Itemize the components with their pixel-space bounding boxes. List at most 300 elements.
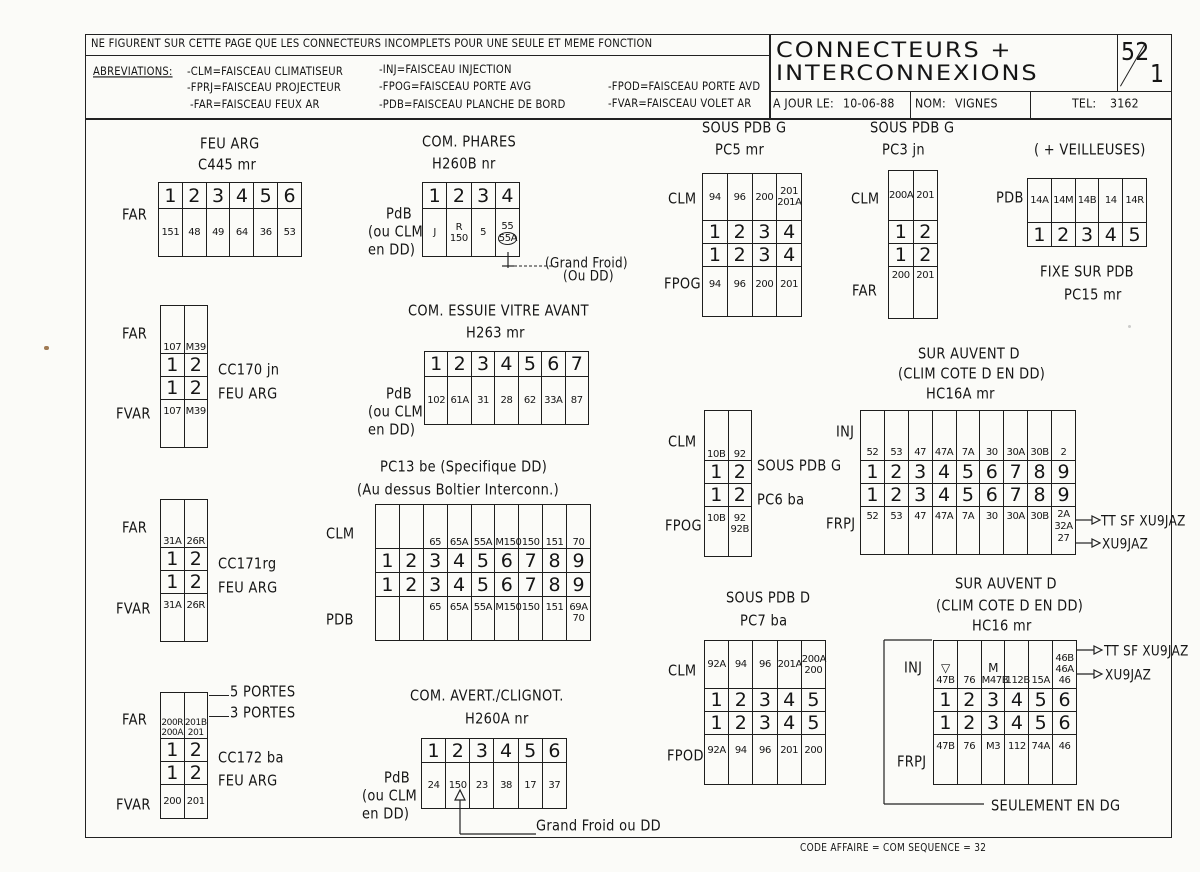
pin: 3: [423, 573, 447, 597]
wire: 47B: [934, 735, 958, 785]
wire: 55: [501, 220, 514, 232]
wire: [376, 505, 400, 549]
phares-ref: H260B nr: [432, 156, 496, 174]
wire: 200A: [161, 728, 184, 738]
wire: M150: [495, 505, 519, 549]
wire: 96: [727, 267, 752, 317]
pin: 2: [727, 221, 752, 244]
pin: 4: [447, 573, 471, 597]
essuie-ou-clm: (ou CLM: [368, 404, 424, 422]
wire: 30A: [1004, 411, 1028, 461]
pin: 5: [1029, 689, 1053, 712]
cc172-far-label: FAR: [122, 712, 148, 730]
page-number-box-left: [1117, 34, 1118, 91]
pin: 3: [981, 712, 1005, 735]
abbr-fpog: -FPOG=FAISCEAU PORTE AVG: [379, 81, 532, 94]
pin: 1: [934, 689, 958, 712]
pin: 2: [729, 689, 753, 712]
wire: 31A: [161, 500, 185, 548]
pin: 2: [399, 573, 423, 597]
info-divider-2: [1030, 91, 1031, 118]
phares-note: (Grand Froid): [545, 255, 628, 272]
wire: 150: [446, 763, 470, 809]
pin: 1: [376, 573, 400, 597]
pc6-fpog-label: FPOG: [665, 518, 702, 536]
wire: M39: [184, 306, 208, 354]
pin: 1: [161, 571, 185, 594]
hc16-title2: (CLIM COTE D EN DD): [936, 598, 1084, 616]
pin: 2: [729, 712, 753, 735]
wire: 112B: [1005, 641, 1029, 689]
pin: 8: [1028, 484, 1052, 507]
wire-stack: [728, 507, 752, 557]
wire: 112: [1005, 735, 1029, 785]
cc171-far-label: FAR: [122, 520, 148, 538]
pin: 2: [446, 739, 470, 763]
title-line-2: INTERCONNEXIONS: [776, 60, 1039, 86]
pc3-title: SOUS PDB G: [870, 120, 955, 138]
wire: 65: [423, 505, 447, 549]
pin: 4: [495, 183, 519, 209]
pin: 4: [777, 689, 801, 712]
footer-code: CODE AFFAIRE = COM SEQUENCE = 32: [800, 843, 987, 855]
pin: 1: [705, 484, 729, 507]
pin: 2: [184, 377, 208, 400]
pc3-clm-label: CLM: [851, 191, 880, 209]
pin: 2: [184, 548, 208, 571]
pin: 1: [861, 461, 885, 484]
pin: 5: [801, 712, 825, 735]
wire: 47: [908, 507, 932, 555]
pin: 1: [1028, 223, 1052, 247]
header-note: NE FIGURENT SUR CETTE PAGE QUE LES CONNECTEURS INCOMPLETS POUR UNE SEULE ET MEME FONCTION: [91, 38, 653, 51]
name-value: VIGNES: [955, 96, 998, 111]
phares-en-dd: en DD): [368, 242, 416, 260]
pin: 9: [567, 549, 591, 573]
date-label: A JOUR LE:: [773, 96, 834, 111]
cc172-note-3-portes: 3 PORTES: [230, 705, 296, 723]
pin: 2: [184, 762, 208, 785]
feu-arg-ref: C445 mr: [198, 157, 257, 175]
pin: 5: [1029, 712, 1053, 735]
pc13-pdb-label: PDB: [326, 612, 354, 630]
abbr-fpod: -FPOD=FAISCEAU PORTE AVD: [608, 81, 761, 94]
phares-pdb-label: PdB: [386, 206, 412, 224]
pin: 9: [1052, 461, 1076, 484]
pin: 6: [980, 461, 1004, 484]
cc170-ref: CC170 jn: [218, 362, 280, 380]
wire: 92: [733, 513, 746, 524]
connector-h263: [424, 351, 589, 425]
wire: 107: [161, 400, 185, 448]
header-divider: [85, 55, 769, 56]
cc171-fvar-label: FVAR: [116, 601, 151, 619]
pin: 2: [884, 461, 908, 484]
pin: 3: [471, 352, 494, 377]
wire: 52: [861, 507, 885, 555]
connector-h260b: [422, 182, 520, 257]
wire-stack: [161, 693, 185, 739]
pin: 3: [1075, 223, 1099, 247]
wire: 37: [542, 763, 566, 809]
abbr-far: -FAR=FAISCEAU FEUX AR: [190, 99, 320, 112]
wire-stack: [495, 209, 519, 257]
pin: 3: [908, 461, 932, 484]
wire: 61A: [448, 377, 471, 425]
pc3-ref: PC3 jn: [882, 142, 925, 160]
wire: 10B: [705, 411, 729, 461]
wire: 150: [519, 505, 543, 549]
wire: 201: [184, 785, 208, 819]
hc16-inj-label: INJ: [904, 660, 923, 678]
wire: R: [455, 221, 463, 233]
pin: 4: [1099, 223, 1123, 247]
pin: 2: [399, 549, 423, 573]
cc170-far-label: FAR: [122, 326, 148, 344]
wire: 14R: [1123, 179, 1147, 223]
avert-ref: H260A nr: [465, 711, 529, 729]
wire: 200: [804, 664, 823, 676]
pin: 1: [425, 352, 448, 377]
wire: 150: [519, 597, 543, 641]
pin: 2: [957, 689, 981, 712]
cc172-fvar-label: FVAR: [116, 797, 151, 815]
abbr-fvar: -FVAR=FAISCEAU VOLET AR: [608, 98, 752, 111]
wire: 14M: [1051, 179, 1075, 223]
essuie-pdb-label: PdB: [386, 386, 412, 404]
wire: 46B: [1055, 653, 1074, 664]
pin: 1: [889, 244, 914, 267]
pin: 7: [519, 549, 543, 573]
pin: 7: [1004, 461, 1028, 484]
wire: 94: [703, 174, 728, 221]
hc16a-ref: HC16A mr: [926, 386, 995, 404]
pin: 4: [777, 712, 801, 735]
pc15-sub1: FIXE SUR PDB: [1040, 264, 1134, 282]
wire: 92: [728, 411, 752, 461]
wire: 94: [703, 267, 728, 317]
pin: 4: [447, 549, 471, 573]
title-line-1: CONNECTEURS +: [776, 37, 1013, 63]
pin: 3: [752, 244, 777, 267]
hc16-note2: XU9JAZ: [1105, 667, 1152, 684]
pin: 1: [705, 461, 729, 484]
pin: 5: [956, 461, 980, 484]
wire: 64: [230, 209, 254, 257]
abbr-pdb: -PDB=FAISCEAU PLANCHE DE BORD: [379, 99, 566, 112]
wire: 70: [567, 505, 591, 549]
pin: 2: [184, 739, 208, 762]
wire: 201: [187, 728, 204, 738]
wire: 200: [752, 267, 777, 317]
pin: 1: [376, 549, 400, 573]
wire: 46A: [1055, 664, 1074, 675]
pc13-subtitle: (Au dessus Boltier Interconn.): [357, 482, 559, 500]
wire: 201A: [777, 641, 801, 689]
essuie-title: COM. ESSUIE VITRE AVANT: [408, 303, 589, 321]
cc171-name: FEU ARG: [218, 580, 278, 598]
wire: 201: [913, 171, 938, 221]
wire: 26R: [184, 594, 208, 642]
wire: 17: [518, 763, 542, 809]
wire: 33A: [542, 377, 565, 425]
hc16a-inj-label: INJ: [836, 424, 855, 442]
wire: [399, 597, 423, 641]
pin: 1: [161, 354, 185, 377]
wire: 28: [495, 377, 518, 425]
scan-speck: [1128, 325, 1131, 328]
wire: 31: [471, 377, 494, 425]
wire: 70: [572, 613, 585, 624]
pin: 4: [1005, 689, 1029, 712]
phares-ou-clm: (ou CLM: [368, 224, 424, 242]
wire: 2: [1052, 411, 1076, 461]
wire: 200A: [801, 653, 827, 665]
wire: M150: [495, 597, 519, 641]
wire: 55A: [471, 597, 495, 641]
abbr-clm: -CLM=FAISCEAU CLIMATISEUR: [187, 66, 343, 79]
pin: 6: [495, 549, 519, 573]
avert-note: Grand Froid ou DD: [536, 818, 661, 836]
wire: [376, 597, 400, 641]
pc6-clm-label: CLM: [668, 434, 697, 452]
cc172-ref: CC172 ba: [218, 750, 284, 768]
wire: 2A: [1057, 509, 1070, 520]
tel-label: TEL:: [1072, 96, 1097, 111]
pc5-ref: PC5 mr: [715, 142, 765, 160]
pin: 7: [565, 352, 588, 377]
wire: 200: [889, 267, 914, 319]
pc5-title: SOUS PDB G: [702, 120, 787, 138]
hc16a-title1: SUR AUVENT D: [918, 346, 1020, 364]
avert-leader: [450, 790, 540, 840]
pin: 2: [727, 244, 752, 267]
wire: 65A: [447, 597, 471, 641]
wire: 92A: [705, 735, 729, 785]
pc3-far-label: FAR: [852, 283, 878, 301]
pin: 5: [801, 689, 825, 712]
pin: 2: [1051, 223, 1075, 247]
pin: 2: [184, 354, 208, 377]
abbreviations-label: ABREVIATIONS:: [93, 66, 173, 79]
connector-c445: [158, 182, 302, 257]
wire-stack: [801, 641, 825, 689]
wire: 36: [254, 209, 278, 257]
pc7-fpod-label: FPOD: [667, 748, 704, 766]
pin: 1: [705, 689, 729, 712]
pin: 4: [494, 739, 518, 763]
pin: 3: [470, 739, 494, 763]
wire: 107: [161, 306, 185, 354]
pc15-title: ( + VEILLEUSES): [1034, 142, 1146, 160]
wire: 201: [913, 267, 938, 319]
pc13-clm-label: CLM: [326, 526, 355, 544]
hc16-note1: TT SF XU9JAZ: [1104, 643, 1189, 660]
date-value: 10-06-88: [843, 96, 895, 111]
wire: 92A: [705, 641, 729, 689]
pin: 4: [932, 484, 956, 507]
pin: 4: [495, 352, 518, 377]
header-info-line: [769, 91, 1172, 92]
wire: 96: [753, 735, 777, 785]
hc16-note3: SEULEMENT EN DG: [991, 798, 1121, 816]
wire: 151: [159, 209, 183, 257]
pin: 2: [447, 183, 471, 209]
hc16a-title2: (CLIM COTE D EN DD): [898, 366, 1046, 384]
wire: 76: [957, 735, 981, 785]
pin: 6: [495, 573, 519, 597]
wire: [399, 505, 423, 549]
wire: 10B: [705, 507, 729, 557]
pin: 1: [161, 739, 185, 762]
pc7-ref: PC7 ba: [740, 613, 788, 631]
wire-stack: [777, 174, 802, 221]
pin: 8: [543, 573, 567, 597]
wire: 201B: [184, 718, 207, 728]
connector-pc15: [1027, 178, 1147, 247]
pin: 8: [543, 549, 567, 573]
hc16a-note2: XU9JAZ: [1102, 536, 1149, 553]
pin: 4: [777, 244, 802, 267]
pin: 2: [913, 221, 938, 244]
wire: 201A: [777, 197, 802, 208]
wire: 74A: [1029, 735, 1053, 785]
connector-cc171: [160, 499, 208, 642]
wire: 94: [729, 735, 753, 785]
wire: 76: [957, 641, 981, 689]
leader-5-portes: [209, 695, 229, 696]
pin: 3: [752, 221, 777, 244]
connector-cc172: [160, 692, 208, 819]
hc16a-note1: TT SF XU9JAZ: [1101, 513, 1186, 530]
wire: 32A: [1054, 521, 1073, 532]
connector-pc7: [704, 640, 826, 785]
pin: 1: [889, 221, 914, 244]
wire: 201: [777, 735, 801, 785]
pin: 3: [908, 484, 932, 507]
wire: 62: [518, 377, 541, 425]
wire: 49: [206, 209, 230, 257]
wire: 46: [1058, 675, 1071, 686]
wire: 200A: [889, 171, 914, 221]
pin: 5: [518, 352, 541, 377]
wire: 7A: [956, 507, 980, 555]
wire: 27: [1057, 533, 1070, 544]
wire: 200: [161, 785, 185, 819]
pin: 1: [159, 183, 183, 209]
connector-pc13: [375, 504, 591, 641]
wire: 55A: [498, 232, 518, 244]
pc6-title: SOUS PDB G: [757, 458, 842, 476]
pin: 5: [1123, 223, 1147, 247]
wire: 200R: [161, 718, 184, 728]
wire: 201: [777, 267, 802, 317]
pin: 2: [182, 183, 206, 209]
pin: 4: [932, 461, 956, 484]
pc7-clm-label: CLM: [668, 663, 697, 681]
pin: 1: [934, 712, 958, 735]
pin: 3: [206, 183, 230, 209]
pin: 3: [753, 712, 777, 735]
phares-note-2: (Ou DD): [563, 268, 614, 285]
header-bottom-line: [85, 118, 1172, 120]
feu-arg-far-label: FAR: [122, 207, 148, 225]
pin: 1: [703, 244, 728, 267]
avert-title: COM. AVERT./CLIGNOT.: [410, 688, 564, 706]
pin: 8: [1028, 461, 1052, 484]
cc170-name: FEU ARG: [218, 386, 278, 404]
pc13-title: PC13 be (Specifique DD): [380, 459, 548, 477]
wire: 47A: [932, 411, 956, 461]
pin: 9: [1052, 484, 1076, 507]
wire: 14: [1099, 179, 1123, 223]
wire: 47A: [932, 507, 956, 555]
connector-pc6: [704, 410, 752, 557]
pc15-pdb-label: PDB: [996, 190, 1024, 208]
wire: 30: [980, 411, 1004, 461]
cc172-note-5-portes: 5 PORTES: [230, 684, 296, 702]
wire: M47B: [981, 675, 1009, 686]
abbr-fprj: -FPRJ=FAISCEAU PROJECTEUR: [187, 82, 342, 95]
wire-stack: [447, 209, 471, 257]
wire: 47: [908, 411, 932, 461]
wire: 53: [884, 411, 908, 461]
abbr-inj: -INJ=FAISCEAU INJECTION: [379, 64, 512, 77]
hc16-leaders: [884, 640, 1114, 810]
pc6-ref: PC6 ba: [757, 492, 805, 510]
pin: 4: [230, 183, 254, 209]
pin: 7: [1004, 484, 1028, 507]
tel-value: 3162: [1110, 96, 1139, 111]
wire: 87: [565, 377, 588, 425]
pin: 3: [471, 183, 495, 209]
pin: 6: [1053, 689, 1077, 712]
wire: 23: [470, 763, 494, 809]
pin: 4: [1005, 712, 1029, 735]
connector-pc3: [888, 170, 938, 319]
wire: 30B: [1028, 411, 1052, 461]
essuie-en-dd: en DD): [368, 422, 416, 440]
avert-ou-clm: (ou CLM: [362, 788, 418, 806]
pin: 2: [728, 461, 752, 484]
pin: 2: [884, 484, 908, 507]
pin: 6: [980, 484, 1004, 507]
pin: 2: [913, 244, 938, 267]
page-number-top: 52: [1121, 38, 1150, 67]
pin: 6: [542, 739, 566, 763]
phares-title: COM. PHARES: [422, 134, 517, 152]
wire-stack: [567, 597, 591, 641]
wire: M: [988, 661, 999, 675]
info-divider-1: [910, 91, 911, 118]
wire: 65: [423, 597, 447, 641]
cc171-ref: CC171rg: [218, 556, 277, 574]
pin: 3: [753, 689, 777, 712]
wire: 30A: [1004, 507, 1028, 555]
wire: 24: [422, 763, 446, 809]
pin: 7: [519, 573, 543, 597]
wire: M39: [184, 400, 208, 448]
connector-hc16a: [860, 410, 1076, 555]
wire: 52: [861, 411, 885, 461]
wire-stack: [184, 693, 208, 739]
wire: 200: [752, 174, 777, 221]
pin: 9: [567, 573, 591, 597]
wire: 15A: [1029, 641, 1053, 689]
pin: 1: [861, 484, 885, 507]
name-label: NOM:: [915, 96, 946, 111]
wire: 46: [1053, 735, 1077, 785]
